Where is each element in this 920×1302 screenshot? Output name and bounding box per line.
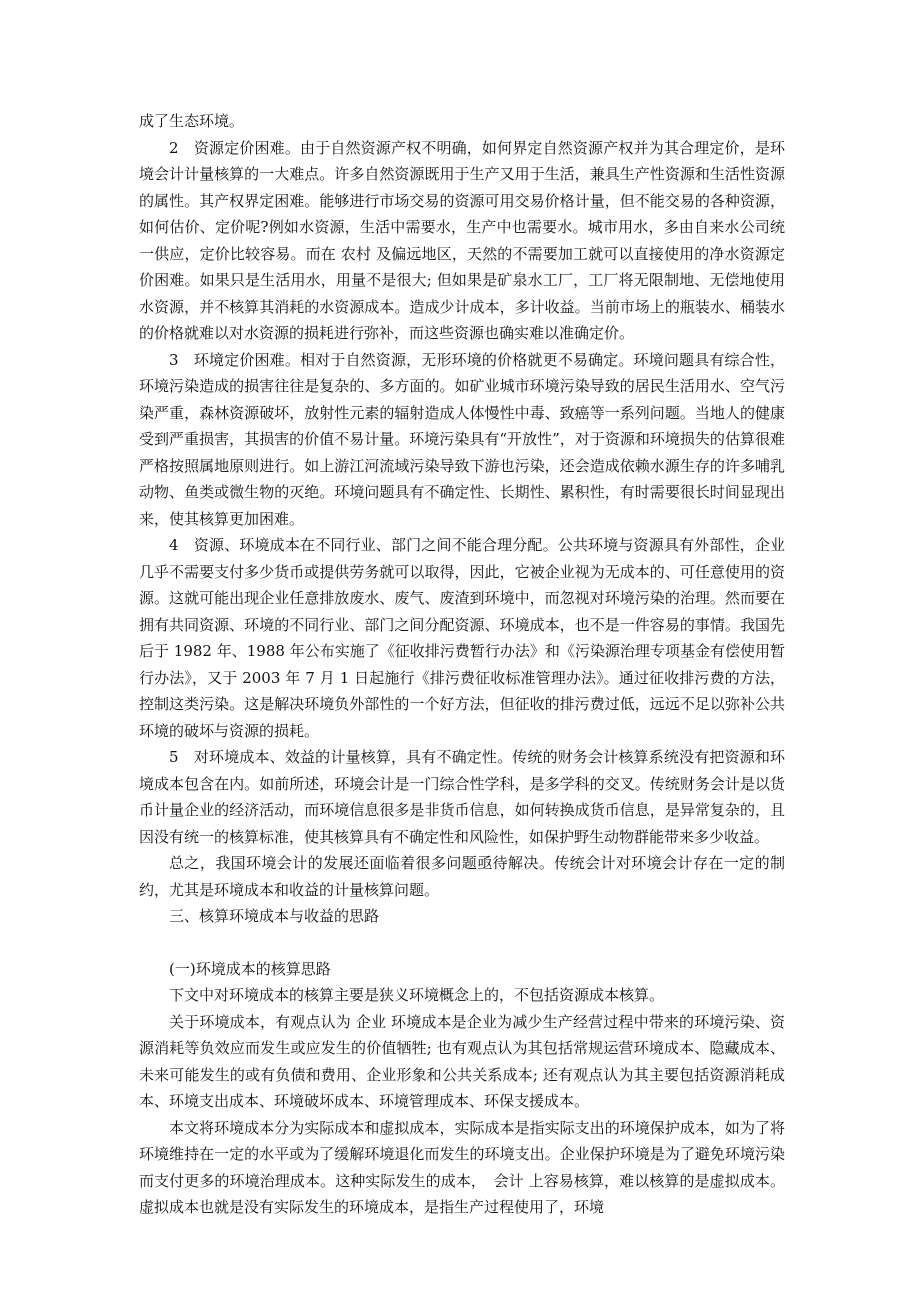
paragraph-measurement-uncertainty: 5 对环境成本、效益的计量核算，具有不确定性。传统的财务会计核算系统没有把资源和环境成本包含在内。如前所述，环境会计是一门综合性学科，是多学科的交叉。传统财务会计是以货币计量企业的经济活动，而环境信息很多是非货币信息，如何转换成货币信息，是异常复杂的，且因没有统一的核算标准，使其核算具有不确定性和风险性，如保护野生动物群能带来多少收益。 — [139, 748, 785, 846]
section-heading: 三、核算环境成本与收益的思路 — [169, 907, 380, 925]
paragraph-environment-pricing: 3 环境定价困难。相对于自然资源，无形环境的价格就更不易确定。环境问题具有综合性，环境污染造成的损害往往是复杂的、多方面的。如矿业城市环境污染导致的居民生活用水、空气污染严重，森林资源破坏，放射性元素的辐射造成人体慢性中毒、致癌等一系列问题。当地人的健康受到严重损害，其损害的价值不易计量。环境污染具有“开放性”，对于资源和环境损失的估算很难严格按照属地原则进行。如上游江河流域污染导致下游也污染，还会造成依赖水源生存的许多哺乳动物、鱼类或微生物的灭绝。环境问题具有不确定性、长期性、累积性，有时需要很长时间显现出来，使其核算更加困难。 — [139, 350, 785, 528]
document-page — [139, 108, 785, 1221]
paragraph-cost-views: 关于环境成本，有观点认为 企业 环境成本是企业为减少生产经营过程中带来的环境污染、资源消耗等负效应而发生或应发生的价值牺牲; 也有观点认为其包括常规运营环境成本、隐藏成本、未来可能发生的或有负债和费用、企业形象和公共关系成本; 还有观点认为其主要包括资源消耗成本、环境支出成本、环境破坏成本、环境管理成本、环保支援成本。 — [139, 1012, 785, 1110]
paragraph-ecology: 成了生态环境。 — [139, 112, 245, 130]
paragraph-narrow-scope: 下文中对环境成本的核算主要是狭义环境概念上的，不包括资源成本核算。 — [169, 986, 665, 1004]
paragraph-summary: 总之，我国环境会计的发展还面临着很多问题亟待解决。传统会计对环境会计存在一定的制约，尤其是环境成本和收益的计量核算问题。 — [139, 854, 785, 899]
paragraph-resource-pricing: 2 资源定价困难。由于自然资源产权不明确，如何界定自然资源产权并为其合理定价，是环境会计计量核算的一大难点。许多自然资源既用于生产又用于生活，兼具生产性资源和生活性资源的属性。其产权界定困难。能够进行市场交易的资源可用交易价格计量，但不能交易的各种资源，如何估价、定价呢?例如水资源，生活中需要水，生产中也需要水。城市用水，多由自来水公司统一供应，定价比较容易。而在 农村 及偏远地区，天然的不需要加工就可以直接使用的净水资源定价困难。如果只是生活用水，用量不是很大; 但如果是矿泉水工厂，工厂将无限制地、无偿地使用水资源，并不核算其消耗的水资源成本。造成少计成本，多计收益。当前市场上的瓶装水、桶装水的价格就难以对水资源的损耗进行弥补，而这些资源也确实难以准确定价。 — [139, 138, 785, 342]
subsection-heading: (一)环境成本的核算思路 — [169, 959, 331, 978]
paragraph-actual-virtual-cost: 本文将环境成本分为实际成本和虚拟成本，实际成本是指实际支出的环境保护成本，如为了将环境维持在一定的水平或为了缓解环境退化而发生的环境支出。企业保护环境是为了避免环境污染而支付更多的环境治理成本。这种实际发生的成本， 会计 上容易核算，难以核算的是虚拟成本。虚拟成本也就是没有实际发生的环境成本，是指生产过程使用了，环境 — [139, 1118, 785, 1216]
section-spacer — [139, 930, 785, 956]
paragraph-cost-allocation: 4 资源、环境成本在不同行业、部门之间不能合理分配。公共环境与资源具有外部性，企业几乎不需要支付多少货币或提供劳务就可以取得，因此，它被企业视为无成本的、可任意使用的资源。这就可能出现企业任意排放废水、废气、废渣到环境中，而忽视对环境污染的治理。然而要在拥有共同资源、环境的不同行业、部门之间分配资源、环境成本，也不是一件容易的事情。我国先后于 1982 年、1988 年公布实施了《征收排污费暂行办法》和《污染源治理专项基金有偿使用暂行办法》，又于 2003 年 7 月 1 日起施行《排污费征收标准管理办法》。通过征收排污费的方法，控制这类污染。这是解决环境负外部性的一个好方法，但征收的排污费过低，远远不足以弥补公共环境的破坏与资源的损耗。 — [139, 536, 785, 740]
